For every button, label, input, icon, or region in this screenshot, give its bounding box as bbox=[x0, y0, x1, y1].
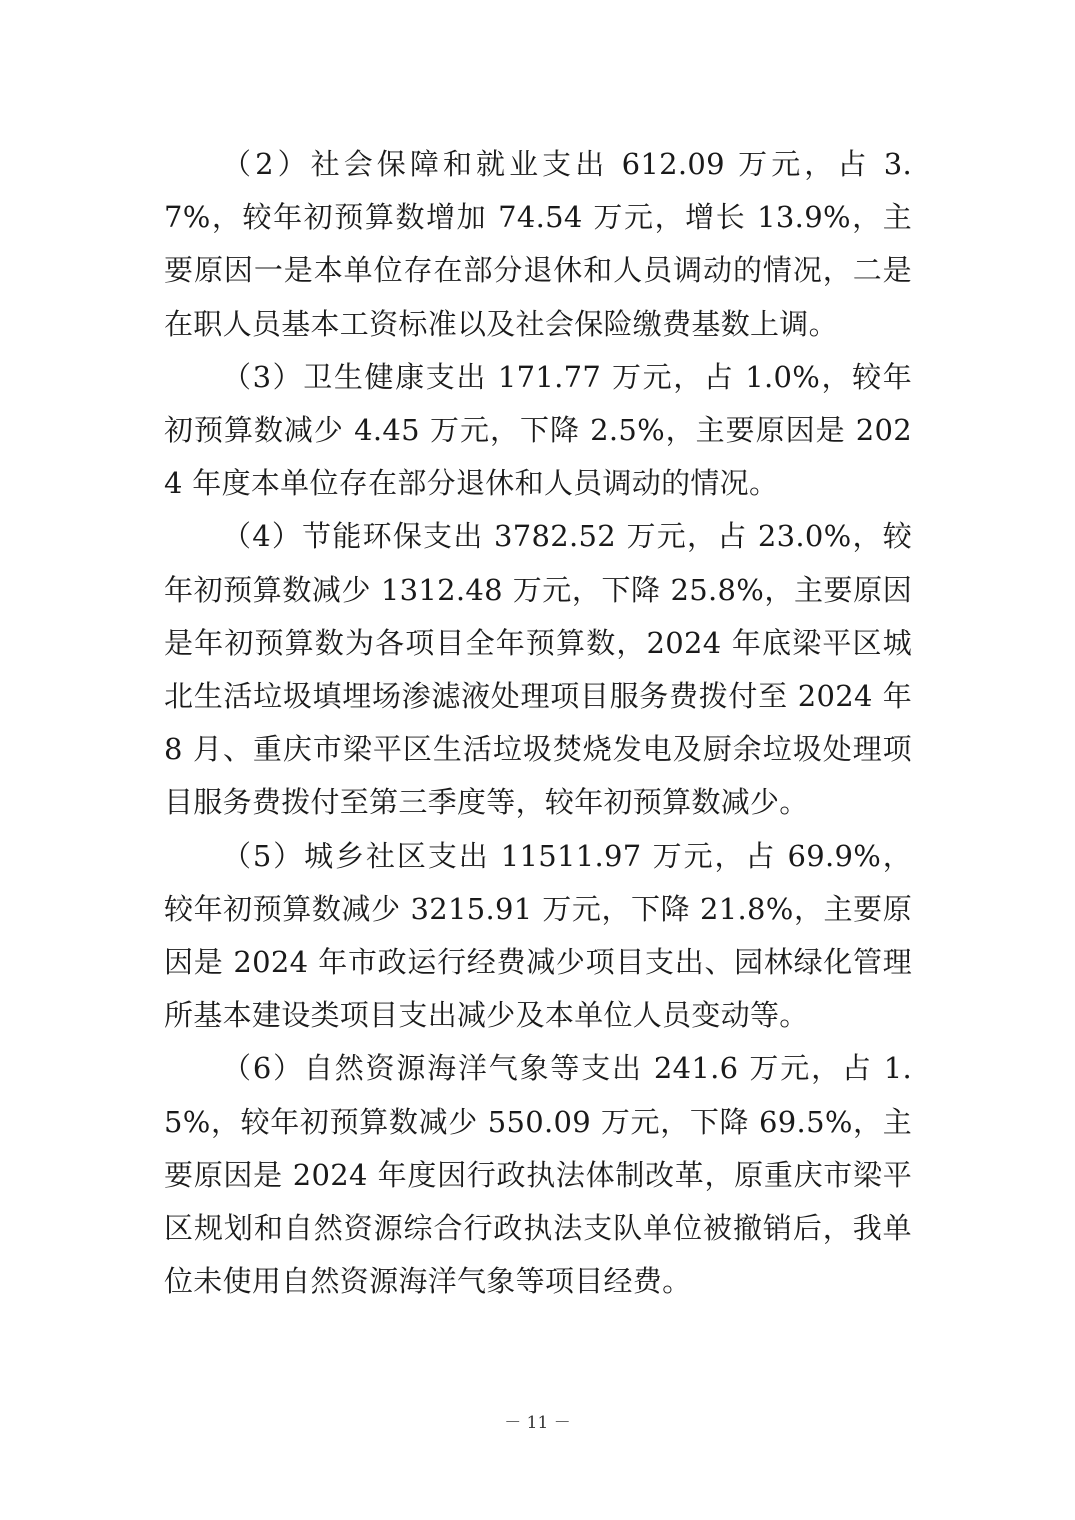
paragraph-health: （3）卫生健康支出 171.77 万元，占 1.0%，较年初预算数减少 4.45 万元，下降 2.5%，主要原因是 2024 年度本单位存在部分退休和人员调动的情况。 bbox=[164, 359, 912, 501]
paragraph-social-security: （2）社会保障和就业支出 612.09 万元，占 3.7%，较年初预算数增加 74.54 万元，增长 13.9%，主要原因一是本单位存在部分退休和人员调动的情况，二是在职人员基本工资标准以及社会保险缴费基数上调。 bbox=[164, 147, 912, 341]
paragraph-urban-rural: （5）城乡社区支出 11511.97 万元，占 69.9%，较年初预算数减少 3215.91 万元，下降 21.8%，主要原因是 2024 年市政运行经费减少项目支出、园林绿化管理所基本建设类项目支出减少及本单位人员变动等。 bbox=[164, 838, 912, 1033]
paragraph-environment: （4）节能环保支出 3782.52 万元，占 23.0%，较年初预算数减少 1312.48 万元，下降 25.8%，主要原因是年初预算数为各项目全年预算数，2024 年底梁平区城北生活垃圾填埋场渗滤液处理项目服务费拨付至 2024 年 8 月、重庆市梁平区生活垃圾焚烧发电及厨余垃圾处理项目服务费拨付至第三季度等，较年初预算数减少。 bbox=[164, 519, 912, 820]
paragraph-natural-resources: （6）自然资源海洋气象等支出 241.6 万元，占 1.5%，较年初预算数减少 550.09 万元，下降 69.5%，主要原因是 2024 年度因行政执法体制改革，原重庆市梁平区规划和自然资源综合行政执法支队单位被撤销后，我单位未使用自然资源海洋气象等项目经费。 bbox=[164, 1051, 912, 1299]
page-number: － 11 － bbox=[504, 1413, 571, 1433]
body-text bbox=[164, 138, 912, 1308]
